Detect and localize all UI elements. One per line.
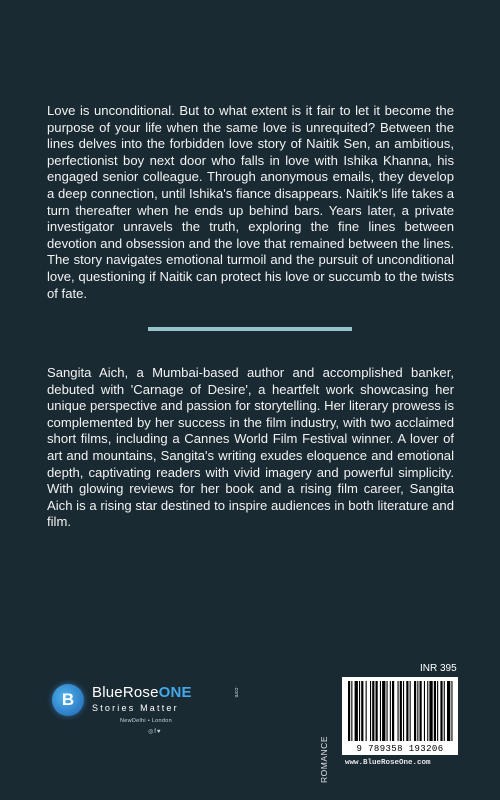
- barcode-bar: [376, 681, 378, 741]
- barcode-bar: [403, 681, 404, 741]
- barcode-graphic: [342, 677, 458, 743]
- author-bio: Sangita Aich, a Mumbai-based author and accomplished banker, debuted with 'Carnage of Desire', a heartfelt work showcasing her unique perspective and passion for storytelling. Her literary prowess is complemented by her success in the film industry, with two acclaimed short films, including a Cannes World Film Festival winner. A lover of art and mountains, Sangita's writing exudes eloquence and emotional depth, captivating readers with vivid imagery and powerful simplicity. With glowing reviews for her book and a rising film career, Sangita Aich is a rising star destined to inspire audiences in both literature and film.: [47, 365, 454, 530]
- barcode-bar: [414, 681, 416, 741]
- barcode-bar: [351, 681, 352, 741]
- barcode-bar: [366, 681, 367, 741]
- barcode-bar: [380, 681, 381, 741]
- isbn-number: 9 789358 193206: [342, 743, 458, 755]
- social-icons: ◎f♥: [148, 729, 162, 735]
- barcode-bar: [417, 681, 418, 741]
- isbn-barcode: [342, 677, 458, 743]
- barcode-bar: [410, 681, 411, 741]
- website-url: www.BlueRoseOne.com: [345, 759, 431, 767]
- barcode-bar: [437, 681, 438, 741]
- barcode-bar: [372, 681, 374, 741]
- barcode-bar: [348, 681, 350, 741]
- barcode-bar: [444, 681, 445, 741]
- barcode-bar: [370, 681, 371, 741]
- section-divider: [148, 327, 352, 331]
- barcode-bar: [387, 681, 388, 741]
- barcode-bar: [359, 681, 360, 741]
- genre-label-wrap: [319, 736, 329, 784]
- barcode-bar: [429, 681, 432, 741]
- barcode-bar: [440, 681, 442, 741]
- publisher-cities: NewDelhi • London: [120, 718, 172, 724]
- barcode-bar: [390, 681, 391, 741]
- barcode-bar: [427, 681, 428, 741]
- barcode-bar: [361, 681, 363, 741]
- publisher-name-main: BlueRose: [92, 684, 159, 701]
- barcode-bar: [400, 681, 402, 741]
- price-label: INR 395: [420, 663, 457, 674]
- barcode-bar: [398, 681, 399, 741]
- barcode-bar: [434, 681, 436, 741]
- publisher-name-accent: ONE: [158, 684, 192, 701]
- publisher-tagline: Stories Matter: [92, 703, 179, 713]
- barcode-bar: [392, 681, 394, 741]
- barcode-bar: [382, 681, 385, 741]
- genre-label: ROMANCE: [319, 736, 329, 783]
- barcode-bar: [424, 681, 425, 741]
- publisher-logo-icon: [52, 684, 84, 716]
- book-synopsis: Love is unconditional. But to what extent is it fair to let it become the purpose of your life when the same love is unrequited? Between the lines delves into the forbidden love story of Naitik Sen, an ambitious, perfectionist boy next door who falls in love with Ishika Khanna, his engaged senior colleague. Through anonymous emails, they develop a deep connection, until Ishika's fiance disappears. Naitik's life takes a turn thereafter when he ends up behind bars. Years later, a private investigator unravels the truth, exploring the fine lines between devotion and obsession and the love that remained between the lines. The story navigates emotional turmoil and the pursuit of unconditional love, questioning if Naitik can protect his love or succumb to the twists of fate.: [47, 103, 454, 301]
- barcode-bar: [355, 681, 358, 741]
- publisher-name: [92, 684, 239, 701]
- barcode-bar: [420, 681, 422, 741]
- barcode-bar: [406, 681, 408, 741]
- barcode-bar: [451, 681, 452, 741]
- logo-letter: B: [61, 690, 75, 709]
- publisher-name-suffix: .com: [233, 686, 239, 698]
- barcode-bar: [447, 681, 450, 741]
